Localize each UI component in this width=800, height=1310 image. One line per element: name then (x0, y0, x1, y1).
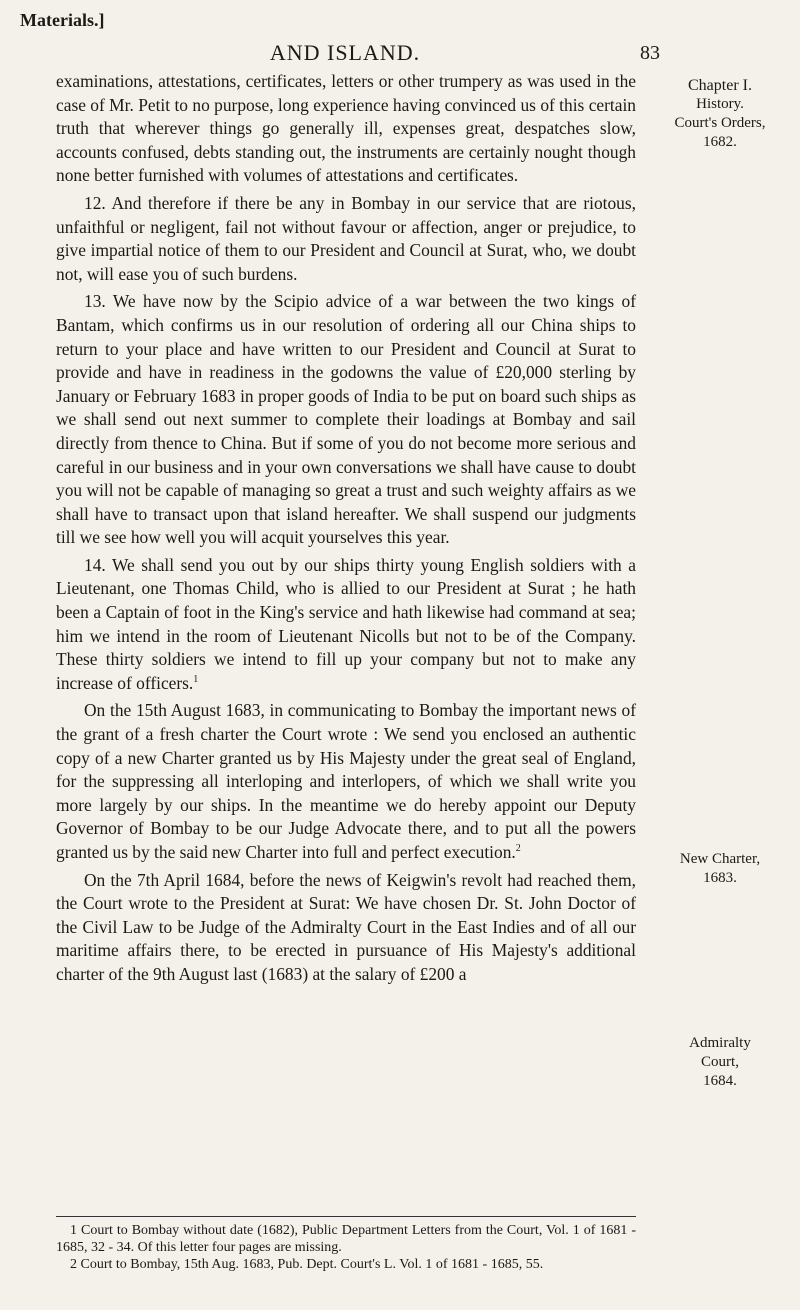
paragraph-14 (56, 554, 636, 696)
page-number: 83 (640, 42, 660, 64)
paragraph-new-charter (56, 699, 636, 864)
footnotes (56, 1222, 636, 1273)
margin-note-title: Admiralty (689, 1035, 751, 1051)
margin-note-line: History. (696, 96, 744, 112)
paragraph-13: 13. We have now by the Scipio advice of a war between the two kings of Bantam, which confirms us in our resolution of ordering all our China ships to return to your place and have written to our President and Council at Surat to provide and have in readiness in the godowns the value of £20,000 sterling by January or February 1683 in proper goods of India to be put on board such ships as we shall send out next summer to complete their loadings at Bombay and sail directly from thence to China. But if some of you do not become more serious and careful in our business and in your own conversations we shall have cause to doubt you will not be capable of managing so great a trust and such weighty affairs as we shall have to transact upon that island hereafter. We shall suspend our judgments till we see how well you will acquit yourselves this year. (56, 291, 636, 548)
paragraph-new-charter-text: On the 15th August 1683, in communicating to Bombay the important news of the grant of a fresh charter the Court wrote : We send you enclosed an authentic copy of a new Charter granted us by His Majesty under the great seal of England, for the suppressing all interloping and interlopers, of which we shall write you more largely by our ships. In the meantime we do hereby appoint our Deputy Governor of Bombay to be our Judge Advocate there, and to put all the powers granted us by the said new Charter into full and perfect execution. (56, 700, 636, 862)
paragraph-continuation: examinations, attestations, certificates, letters or other trumpery as was used in the case of Mr. Petit to no purpose, long experience having convinced us of this certain truth that wherever things go generally ill, expenses great, despatches slow, accounts confused, debts standing out, the instruments are certainly nought though none better furnished with volumes of attestations and certificates. (56, 71, 636, 186)
footnote-ref-1: 1 (193, 674, 199, 686)
margin-note-admiralty (654, 1034, 786, 1091)
margin-note-title: New Charter, (679, 851, 761, 867)
margin-note-line: Court, (701, 1054, 739, 1070)
margin-note-chapter (654, 76, 786, 152)
main-text (56, 70, 636, 991)
running-head: AND ISLAND. (269, 40, 421, 65)
margin-note-new-charter (654, 850, 786, 888)
margin-note-line: 1683. (703, 870, 737, 886)
footnote-1: 1 Court to Bombay without date (1682), Public Department Letters from the Court, Vol. 1 of 1681 - 1685, 32 - 34. Of this letter four pages are missing. (56, 1223, 636, 1255)
footnote-divider (56, 1216, 636, 1217)
paragraph-admiralty: On the 7th April 1684, before the news of Keigwin's revolt had reached them, the Court wrote to the President at Surat: We have chosen Dr. St. John Doctor of the Civil Law to be Judge of the Admiralty Court in the East Indies and of all our maritime affairs there, to be erected in pursuance of His Majesty's additional charter of the 9th August last (1683) at the salary of £200 a (56, 869, 636, 984)
margin-note-line: Court's Orders, (674, 115, 766, 131)
paragraph-14-text: 14. We shall send you out by our ships thirty young English soldiers with a Lieutenant, one Thomas Child, who is allied to our President at Surat ; he hath been a Captain of foot in the King's service and hath likewise had command at sea; him we intend in the room of Lieutenant Nicolls but not to be of the Company. These thirty soldiers we intend to fill up your company but not to make any increase of officers. (56, 554, 636, 693)
margin-note-line: 1682. (703, 134, 737, 150)
section-label: Materials.] (20, 10, 105, 30)
footnote-2: 2 Court to Bombay, 15th Aug. 1683, Pub. Dept. Court's L. Vol. 1 of 1681 - 1685, 55. (70, 1257, 544, 1272)
footnote-ref-2: 2 (515, 843, 521, 855)
paragraph-12: 12. And therefore if there be any in Bombay in our service that are riotous, unfaithful or negligent, fail not without favour or affection, anger or prejudice, to give impartial notice of them to our President and Council at Surat, who, we doubt not, will ease you of such burdens. (56, 192, 636, 284)
margin-note-line: 1684. (703, 1073, 737, 1089)
margin-note-title: Chapter I. (688, 77, 752, 94)
